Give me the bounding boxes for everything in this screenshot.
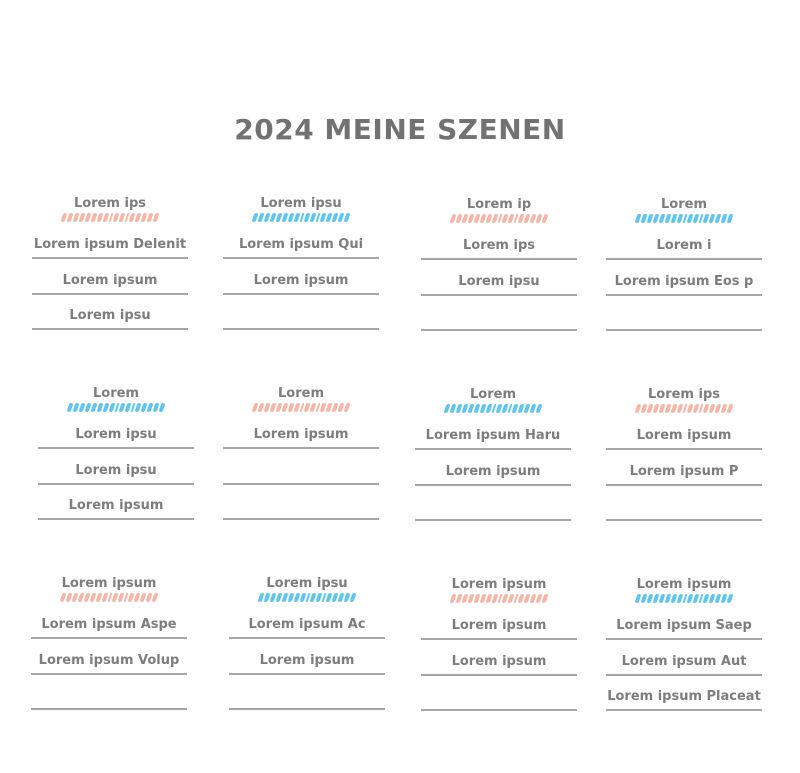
entry-line[interactable]: Lorem ipsum	[606, 420, 762, 450]
entry-line[interactable]: Lorem ipsu	[38, 419, 194, 449]
dash-underline-icon	[606, 594, 762, 604]
scene-block	[606, 197, 762, 331]
entry-line[interactable]: Lorem ipsum P	[606, 450, 762, 486]
entry-line[interactable]	[223, 295, 379, 331]
entry-line[interactable]: Lorem ipsum	[32, 259, 188, 295]
entry-line[interactable]	[229, 675, 385, 711]
entry-list	[606, 420, 762, 521]
dash-underline-icon	[421, 214, 577, 224]
entry-list	[421, 230, 577, 331]
entry-line[interactable]	[421, 296, 577, 332]
entry-line[interactable]	[606, 486, 762, 522]
entry-list	[606, 610, 762, 711]
dash-underline-icon	[31, 593, 187, 603]
entry-line[interactable]: Lorem ipsu	[38, 449, 194, 485]
block-heading: Lorem ips	[73, 196, 146, 211]
entry-line[interactable]: Lorem ipsum	[421, 610, 577, 640]
entry-line[interactable]: Lorem ipsum	[223, 259, 379, 295]
entry-line[interactable]: Lorem ipsum Aspe	[31, 609, 187, 639]
entry-list	[415, 420, 571, 521]
entry-line[interactable]: Lorem ipsum Saep	[606, 610, 762, 640]
entry-list	[32, 229, 188, 330]
scene-block	[421, 197, 577, 331]
entry-line[interactable]: Lorem ipsum	[421, 640, 577, 676]
entry-list	[38, 419, 194, 520]
scene-block	[38, 386, 194, 520]
entry-line[interactable]: Lorem ipsum Ac	[229, 609, 385, 639]
block-heading: Lorem	[661, 197, 707, 212]
scene-block	[415, 387, 571, 521]
block-heading: Lorem ipsu	[260, 196, 342, 211]
entry-line[interactable]: Lorem ipsum Volup	[31, 639, 187, 675]
block-heading: Lorem ipsum	[636, 577, 732, 592]
entry-line[interactable]: Lorem i	[606, 230, 762, 260]
entry-list	[223, 229, 379, 330]
entry-line[interactable]: Lorem ipsum	[229, 639, 385, 675]
scene-block	[606, 577, 762, 711]
dash-underline-icon	[229, 593, 385, 603]
entry-line[interactable]: Lorem ipsum	[38, 485, 194, 521]
block-heading: Lorem	[93, 386, 139, 401]
entry-line[interactable]: Lorem ipsum Eos p	[606, 260, 762, 296]
block-heading: Lorem	[278, 386, 324, 401]
entry-line[interactable]	[31, 675, 187, 711]
block-heading: Lorem ip	[466, 197, 532, 212]
block-heading: Lorem ips	[647, 387, 720, 402]
entry-line[interactable]: Lorem ipsum	[415, 450, 571, 486]
scene-block	[606, 387, 762, 521]
entry-list	[606, 230, 762, 331]
entry-line[interactable]	[223, 485, 379, 521]
scene-block	[32, 196, 188, 330]
block-heading: Lorem	[470, 387, 516, 402]
entry-line[interactable]: Lorem ipsu	[32, 295, 188, 331]
scene-block	[223, 386, 379, 520]
scene-block	[421, 577, 577, 711]
dash-underline-icon	[223, 213, 379, 223]
block-heading: Lorem ipsum	[451, 577, 547, 592]
entry-list	[229, 609, 385, 710]
dash-underline-icon	[421, 594, 577, 604]
entry-line[interactable]: Lorem ipsum Aut	[606, 640, 762, 676]
dash-underline-icon	[38, 403, 194, 413]
page-title: 2024 MEINE SZENEN	[234, 113, 566, 146]
scene-block	[31, 576, 187, 710]
dash-underline-icon	[223, 403, 379, 413]
entry-line[interactable]: Lorem ipsu	[421, 260, 577, 296]
entry-line[interactable]	[415, 486, 571, 522]
dash-underline-icon	[415, 404, 571, 414]
dash-underline-icon	[32, 213, 188, 223]
entry-list	[31, 609, 187, 710]
entry-line[interactable]	[421, 676, 577, 712]
block-heading: Lorem ipsum	[61, 576, 157, 591]
entry-line[interactable]: Lorem ips	[421, 230, 577, 260]
dash-underline-icon	[606, 404, 762, 414]
entry-line[interactable]	[606, 296, 762, 332]
scene-block	[223, 196, 379, 330]
entry-list	[421, 610, 577, 711]
block-heading: Lorem ipsu	[266, 576, 348, 591]
entry-list	[223, 419, 379, 520]
entry-line[interactable]: Lorem ipsum Qui	[223, 229, 379, 259]
entry-line[interactable]: Lorem ipsum Placeat	[606, 676, 762, 712]
entry-line[interactable]: Lorem ipsum Delenit	[32, 229, 188, 259]
entry-line[interactable]: Lorem ipsum	[223, 419, 379, 449]
dash-underline-icon	[606, 214, 762, 224]
scene-block	[229, 576, 385, 710]
entry-line[interactable]: Lorem ipsum Haru	[415, 420, 571, 450]
entry-line[interactable]	[223, 449, 379, 485]
